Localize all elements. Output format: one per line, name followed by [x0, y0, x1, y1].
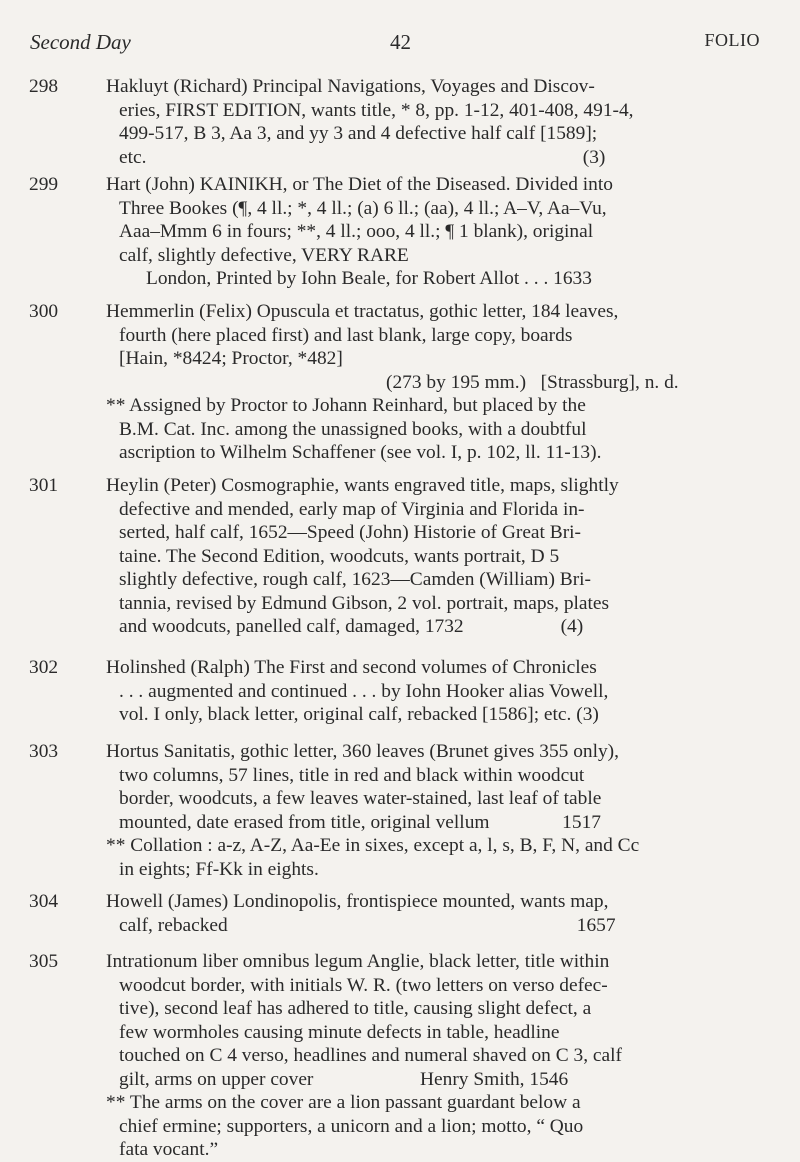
- description-line: [Hain, *8424; Proctor, *482]: [119, 348, 343, 369]
- running-head-day: Second Day: [30, 30, 131, 54]
- lot-description: [106, 740, 774, 881]
- description-line: Holinshed (Ralph) The First and second volumes of Chronicles: [106, 657, 597, 678]
- note-line: ** Assigned by Proctor to Johann Reinhard, but placed by the: [106, 395, 586, 416]
- page-header: [30, 30, 760, 60]
- description-line: and woodcuts, panelled calf, damaged, 1732 (4): [119, 616, 584, 637]
- description-line: defective and mended, early map of Virginia and Florida in-: [119, 498, 585, 520]
- lot-number: 302: [29, 657, 59, 678]
- description-line: fourth (here placed first) and last blank, large copy, boards: [119, 324, 573, 346]
- collation-note: [106, 394, 774, 465]
- note-line: ** Collation : a-z, A-Z, Aa-Ee in sixes, except a, l, s, B, F, N, and Cc: [106, 835, 640, 856]
- description-line: Intrationum liber omnibus legum Anglie, black letter, title within: [106, 951, 610, 972]
- collation-note: [106, 834, 774, 881]
- description-line: woodcut border, with initials W. R. (two letters on verso defec-: [119, 974, 608, 996]
- lot-description: [106, 300, 774, 465]
- description-line: Three Bookes (¶, 4 ll.; *, 4 ll.; (a) 6 ll.; (aa), 4 ll.; A–V, Aa–Vu,: [119, 197, 607, 219]
- note-line: fata vocant.”: [119, 1139, 219, 1160]
- lot-number: 298: [29, 76, 59, 97]
- description-line: calf, rebacked 1657: [119, 914, 616, 936]
- lot-number: 301: [29, 475, 59, 496]
- page-number: 42: [390, 30, 411, 54]
- description-line: Hortus Sanitatis, gothic letter, 360 leaves (Brunet gives 355 only),: [106, 741, 619, 762]
- description-line: touched on C 4 verso, headlines and numeral shaved on C 3, calf: [119, 1045, 622, 1066]
- description-line: Aaa–Mmm 6 in fours; **, 4 ll.; ooo, 4 ll.; ¶ 1 blank), original: [119, 221, 594, 242]
- description-line: tive), second leaf has adhered to title, causing slight defect, a: [119, 998, 592, 1019]
- description-line: eries, FIRST EDITION, wants title, * 8, pp. 1-12, 401-408, 491-4,: [119, 99, 634, 121]
- description-line: Heylin (Peter) Cosmographie, wants engraved title, maps, slightly: [106, 475, 619, 496]
- lot-number: 303: [29, 741, 59, 762]
- description-line: etc. (3): [119, 146, 606, 168]
- imprint-line: London, Printed by Iohn Beale, for Robert Allot . . . 1633: [146, 268, 592, 289]
- note-line: ascription to Wilhelm Schaffener (see vol. I, p. 102, ll. 11-13).: [119, 442, 602, 463]
- lot-description: [106, 173, 774, 291]
- running-head-format: FOLIO: [704, 30, 760, 50]
- description-line: Howell (James) Londinopolis, frontispiece mounted, wants map,: [106, 891, 609, 912]
- heraldry-note: [106, 1091, 774, 1162]
- description-line: two columns, 57 lines, title in red and black within woodcut: [119, 764, 585, 786]
- lot-number: 305: [29, 951, 59, 972]
- lot-number: 304: [29, 891, 59, 912]
- note-line: in eights; Ff-Kk in eights.: [119, 858, 319, 880]
- lot-number: 299: [29, 174, 59, 195]
- description-line: border, woodcuts, a few leaves water-stained, last leaf of table: [119, 788, 602, 809]
- description-line: Hart (John) KAINIKH, or The Diet of the Diseased. Divided into: [106, 174, 613, 195]
- description-line: calf, slightly defective, VERY RARE: [119, 244, 409, 266]
- lot-description: [106, 75, 774, 169]
- description-line: vol. I only, black letter, original calf, rebacked [1586]; etc. (3): [119, 704, 599, 725]
- description-line: tannia, revised by Edmund Gibson, 2 vol. portrait, maps, plates: [119, 592, 610, 614]
- description-line: taine. The Second Edition, woodcuts, wants portrait, D 5: [119, 545, 560, 567]
- description-line: Hemmerlin (Felix) Opuscula et tractatus, gothic letter, 184 leaves,: [106, 301, 619, 322]
- description-line: gilt, arms on upper cover Henry Smith, 1546: [119, 1068, 569, 1090]
- description-line: Hakluyt (Richard) Principal Navigations, Voyages and Discov-: [106, 76, 595, 97]
- lot-description: [106, 656, 774, 727]
- description-line: slightly defective, rough calf, 1623—Camden (William) Bri-: [119, 569, 592, 590]
- description-line: serted, half calf, 1652—Speed (John) Historie of Great Bri-: [119, 522, 582, 543]
- note-line: B.M. Cat. Inc. among the unassigned books, with a doubtful: [119, 418, 587, 440]
- description-line: . . . augmented and continued . . . by Iohn Hooker alias Vowell,: [119, 680, 609, 702]
- description-line: mounted, date erased from title, original vellum 1517: [119, 811, 601, 833]
- imprint-line: (273 by 195 mm.) [Strassburg], n. d.: [386, 371, 679, 393]
- description-line: 499-517, B 3, Aa 3, and yy 3 and 4 defective half calf [1589];: [119, 123, 598, 144]
- description-line: few wormholes causing minute defects in table, headline: [119, 1021, 560, 1043]
- lot-description: [106, 474, 774, 639]
- lot-number: 300: [29, 301, 59, 322]
- lot-description: [106, 890, 774, 937]
- note-line: chief ermine; supporters, a unicorn and a lion; motto, “ Quo: [119, 1115, 584, 1137]
- note-line: ** The arms on the cover are a lion passant guardant below a: [106, 1092, 581, 1113]
